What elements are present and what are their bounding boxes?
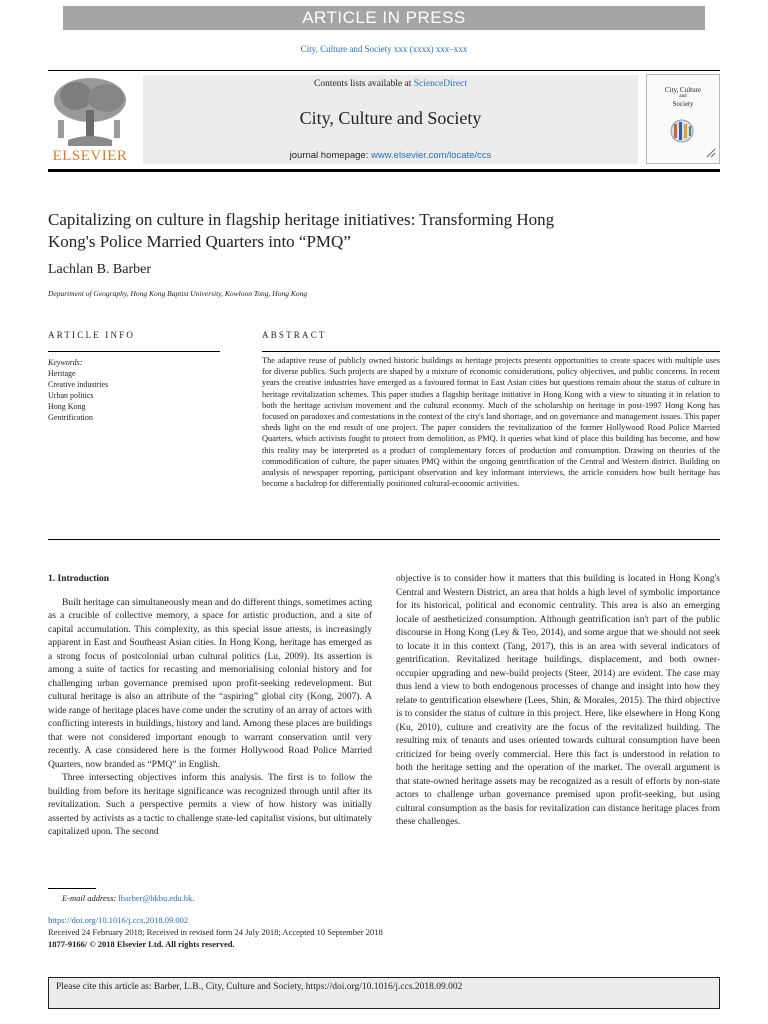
abstract-heading: ABSTRACT xyxy=(262,330,327,340)
cover-globe-icon xyxy=(664,118,700,144)
abstract-text: The adaptive reuse of publicly owned historic buildings as heritage projects presents opportunities to create spaces with multiple uses for diverse publics. Such projects are shaped by a mixture of economic considerations, policy objectives, and public concerns. In recent years the creative industries have emerged as a favoured format in East Asian cities but questions remain about the status of culture in heritage revitalization schemes. This paper studies a flagship heritage initiative in Hong Kong with a view to situating it in relation to both the heritage activism movement and the cultural economy. Much of the scholarship on heritage in post-1997 Hong Kong has focused on paradoxes and contestations in the context of the city's land shortage, and on governance and management issues. This paper sheds light on the end result of one project. The paper considers the revitalization of the former Hollywood Road Police Married Quarters, which activists fought to protect from demolition, as PMQ. It queries what kind of place this building has become, and how this reality may be interpreted as a product of complementary forces of production and consumption. Drawing on theories of the commodification of culture, the paper situates PMQ within the ongoing gentrification of the Central and Western district. Building on analysis of newspaper reporting, participant observation and key informant interviews, the article considers how built heritage has become a backdrop for differentially positioned cultural-economic activities. xyxy=(262,356,720,489)
email-suffix: . xyxy=(192,893,195,903)
crossmark-icon xyxy=(706,148,716,158)
section-heading-introduction: 1. Introduction xyxy=(48,574,110,584)
author-name[interactable]: Lachlan B. Barber xyxy=(48,262,152,277)
body-right-column xyxy=(396,573,720,830)
body-paragraph: objective is to consider how it matters that this building is located in Hong Kong's Central and Western District, an area that holds a high level of symbolic importance for its historical, political and economic centrality. This area is also an emerging locale of aestheticized consumption. Although gentrification isn't part of the public discourse in Hong Kong (Ley & Teo, 2014), and some argue that we should not seek to locate it in this context (Tang, 2017), this is an area with several indicators of gentrification. Revitalized heritage buildings, displacement, and both owner-occupier upgrading and new-build projects (Steer, 2014) are evident. The case may thus lend a view to both endogenous processes of change and insight into how they relate to gentrification elsewhere (Lees, Shin, & Morales, 2015). The third objective is to consider the status of culture in this project. Here, like elsewhere in Hong Kong (Ku, 2010), culture and creativity are the focus of the revitalized building. The resulting mix of tenants and uses oriented towards cultural consumption have been criticized for being overly commercial. Here this fact is understood in relation to both the heritage setting and the operation of the market. The overall argument is that state-owned heritage assets may be recognized as a result of efforts by non-state actors to challenge urban governance premised upon profit-seeking, but using cultural consumption as the basis for revitalization can distance heritage places from these challenges. xyxy=(396,574,720,827)
footnote-rule xyxy=(48,888,96,889)
journal-reference-link[interactable]: City, Culture and Society xxx (xxxx) xxx–xxx xyxy=(300,44,468,54)
article-title-line2: Kong's Police Married Quarters into “PMQ” xyxy=(48,232,351,251)
journal-homepage-line xyxy=(143,150,638,161)
article-title-line1: Capitalizing on culture in flagship heritage initiatives: Transforming Hong xyxy=(48,210,555,229)
header-top-rule xyxy=(48,70,720,71)
cover-title xyxy=(650,86,716,108)
email-link[interactable]: lbarber@hkbu.edu.hk xyxy=(118,893,193,903)
email-label: E-mail address: xyxy=(62,893,119,903)
journal-title: City, Culture and Society xyxy=(299,108,482,128)
keywords-label: Keywords: xyxy=(48,358,83,367)
keyword-item: Creative industries xyxy=(48,380,109,389)
body-left-column xyxy=(48,573,372,840)
author-affiliation: Department of Geography, Hong Kong Baptist University, Kowloon Tong, Hong Kong xyxy=(48,289,308,298)
keywords-list xyxy=(48,357,108,423)
header-bottom-rule xyxy=(48,169,720,172)
article-in-press-banner: ARTICLE IN PRESS xyxy=(63,6,705,30)
body-paragraph: Built heritage can simultaneously mean and do different things, sometimes acting as a crucible of collective memory, a space for artistic production, and a site of capital accumulation. This complexity, as this special issue attests, is increasingly apparent in East and Southeast Asian cities. In Hong Kong, heritage has emerged as a strong focus of postcolonial urban cultural politics (Lu, 2009). Its assertion is among a suite of tactics for recasting and memorialising colonial history and for challenging urban governance premised upon profit-seeking redevelopment. But cultural heritage is also an attribute of the “aspiring” global city (Kong, 2007). A wide range of heritage places have come under the scrutiny of an array of actors with conflicting interests in buildings, history and land. Among these places are buildings that were not considered important enough to warrant conservation until very recently. A case considered here is the former Hollywood Road Police Married Quarters, now branded as “PMQ” in English. xyxy=(48,597,372,770)
sciencedirect-link[interactable]: ScienceDirect xyxy=(413,79,467,89)
keyword-item: Heritage xyxy=(48,369,76,378)
abstract-bottom-rule xyxy=(48,539,720,540)
article-info-heading: ARTICLE INFO xyxy=(48,330,136,340)
doi-link[interactable]: https://doi.org/10.1016/j.ccs.2018.09.002 xyxy=(48,915,189,925)
cover-title-line1: City, Culture xyxy=(664,86,702,94)
elsevier-wordmark: ELSEVIER xyxy=(52,148,128,164)
footnote-email xyxy=(62,893,194,903)
homepage-prefix: journal homepage: xyxy=(289,150,371,161)
keyword-item: Gentrification xyxy=(48,413,93,422)
contents-line xyxy=(143,79,638,89)
copyright-line: 1877-9166/ © 2018 Elsevier Ltd. All rights reserved. xyxy=(48,939,235,949)
article-info-rule xyxy=(48,351,220,352)
citation-text: Please cite this article as: Barber, L.B., City, Culture and Society, https://doi.org/10.1016/j.ccs.2018.09.002 xyxy=(56,982,463,992)
cover-title-line3: Society xyxy=(672,100,694,108)
keyword-item: Urban politics xyxy=(48,391,94,400)
abstract-rule xyxy=(262,351,720,352)
body-paragraph: Three intersecting objectives inform this analysis. The first is to follow the building from before its heritage significance was recognized through until after its revitalization. Such a perspective permits a view of how history was initially asserted by activists as a tactic to challenge state-led capitalist visions, but ultimately capitalized upon. The second xyxy=(48,773,372,837)
keyword-item: Hong Kong xyxy=(48,402,86,411)
article-title xyxy=(48,209,688,253)
received-dates: Received 24 February 2018; Received in revised form 24 July 2018; Accepted 10 September 2018 xyxy=(48,927,383,937)
contents-prefix: Contents lists available at xyxy=(313,79,414,89)
cover-title-line2: and xyxy=(679,94,687,99)
homepage-link[interactable]: www.elsevier.com/locate/ccs xyxy=(370,150,492,161)
